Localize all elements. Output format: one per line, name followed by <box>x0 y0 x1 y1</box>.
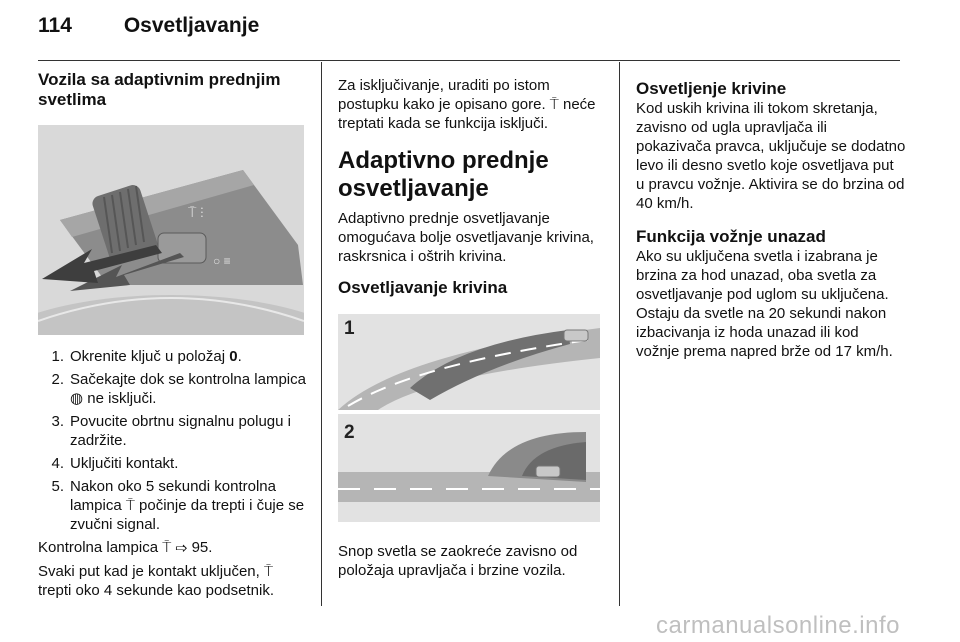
svg-text:⍑ ⫶: ⍑ ⫶ <box>188 204 204 220</box>
control-lamp-reference: Kontrolna lampica ⍑ ⇨ 95. <box>38 539 213 556</box>
figure-label-2: 2 <box>344 422 355 443</box>
subheading-curve-light: Osvetljavanje krivina <box>338 278 508 297</box>
section-heading-afl: Adaptivno prednje osvetljavanje <box>338 147 549 202</box>
list-item: 1. Okrenite ključ u položaj 0. <box>51 348 242 365</box>
column-1 <box>38 70 306 600</box>
heading-curve-light: Osvetljenje krivine <box>636 79 787 98</box>
page-number: 114 <box>38 14 72 37</box>
curve-lighting-diagram <box>338 314 600 522</box>
list-item: 4. Uključiti kontakt. <box>51 455 179 472</box>
list-item: 2. Sačekajte dok se kontrolna lampica ◍ ne isključi. <box>51 371 306 407</box>
section-heading-adaptive: Vozila sa adaptivnim prednjim svetlima <box>38 70 281 109</box>
svg-text:○ ≡: ○ ≡ <box>213 254 231 268</box>
watermark: carmanualsonline.info <box>656 612 900 639</box>
procedure-list <box>38 347 306 534</box>
afl-description: Adaptivno prednje osvetljavanje omogućava bolje osvetljavanje krivina, raskrsnica i oštrih krivina. <box>338 210 594 265</box>
curve-light-paragraph: Kod uskih krivina ili tokom skretanja, zavisno od ugla upravljača ili pokazivača pravca, uključuje se dodatno levo ili desno svetlo koje osvetljava put u pravcu vožnje. Aktivira se do brzina od 40 km/h. <box>636 100 906 212</box>
reminder-paragraph: Svaki put kad je kontakt uključen, ⍑ trepti oko 4 sekunde kao podsetnik. <box>38 563 274 599</box>
list-item: 3. Povucite obrtnu signalnu polugu i zadržite. <box>51 413 291 449</box>
header-rule <box>38 60 900 61</box>
column-divider-2 <box>619 62 620 606</box>
stalk-illustration <box>38 125 304 335</box>
reverse-function-paragraph: Ako su uključena svetla i izabrana je brzina za hod unazad, oba svetla za osvetljavanje pod uglom su uključena. Ostaju da svetle na 20 sekundi nakon izbacivanja iz hoda unazad ili kod vožnje prema napred brže od 17 km/h. <box>636 248 893 360</box>
chapter-title: Osvetljavanje <box>123 14 260 37</box>
column-3 <box>636 79 906 361</box>
switch-off-paragraph: Za isključivanje, uraditi po istom postupku kako je opisano gore. ⍑ neće treptati kada se funkcija isključi. <box>338 77 596 132</box>
column-2 <box>338 76 608 580</box>
page-header <box>38 14 259 38</box>
column-divider-1 <box>321 62 322 606</box>
figure-label-1: 1 <box>344 318 355 339</box>
heading-reverse-function: Funkcija vožnje unazad <box>636 227 826 246</box>
figure-caption: Snop svetla se zaokreće zavisno od položaja upravljača i brzine vozila. <box>338 543 578 579</box>
list-item: 5. Nakon oko 5 sekundi kontrolna lampica ⍑ počinje da trepti i čuje se zvučni signal. <box>51 478 305 533</box>
